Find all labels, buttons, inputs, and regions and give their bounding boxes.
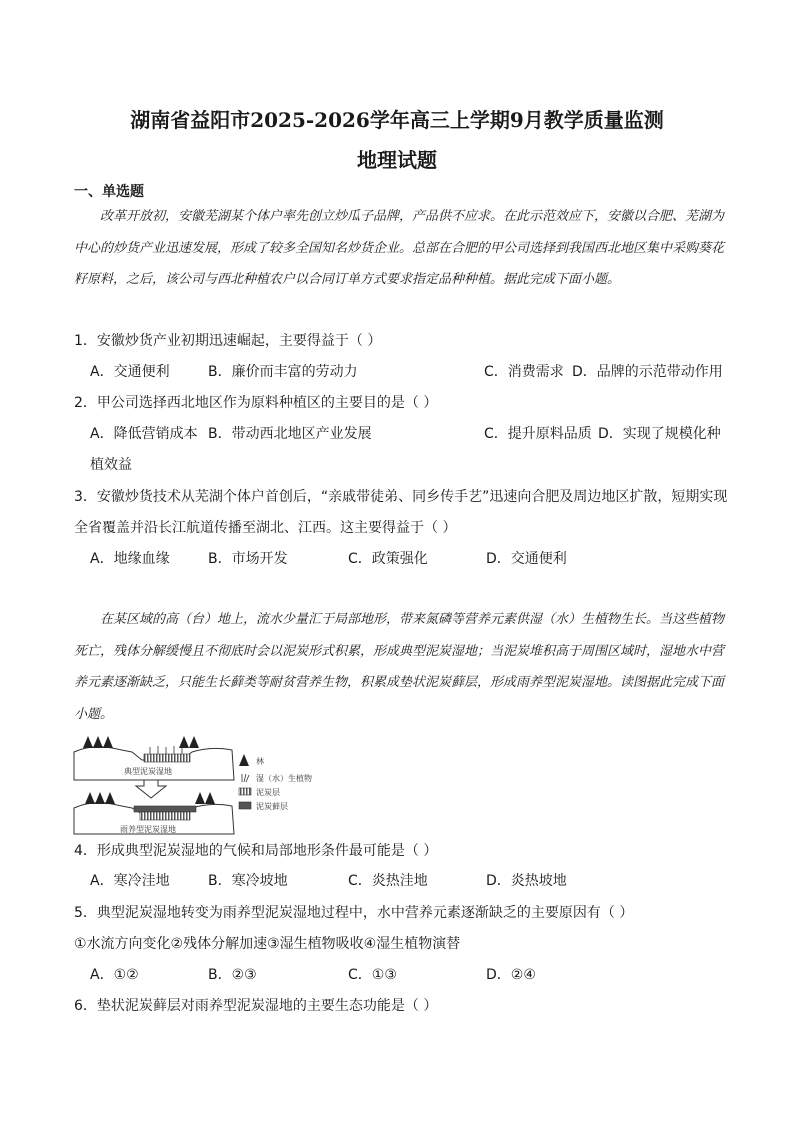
peat-moss-legend-icon bbox=[239, 802, 251, 809]
reading-passage-1: 改革开放初，安徽芜湖某个体户率先创立炒瓜子品牌，产品供不应求。在此示范效应下，安徽以合肥、芜湖为中心的炒货产业迅速发展，形成了较多全国知名炒货企业。总部在合肥的甲公司选择到我国西北地区集中采购葵花籽原料，之后，该公司与西北种植农户以合同订单方式要求指定品种种植。据此完成下面小题。 bbox=[74, 209, 725, 287]
page-subtitle: 地理试题 bbox=[357, 148, 437, 172]
question-3-option-d: D．交通便利 bbox=[486, 551, 567, 567]
peat-moss-layer bbox=[134, 806, 196, 812]
peat-wetland-diagram bbox=[72, 730, 362, 838]
rainfed-wetland-label: 雨养型泥炭湿地 bbox=[120, 825, 176, 834]
rainfed-peat-wetland-panel bbox=[74, 792, 234, 834]
question-3-option-a: A．地缘血缘 bbox=[90, 551, 170, 567]
question-2-option-d-continued: 植效益 bbox=[90, 457, 132, 473]
question-1-stem: 1．安徽炒货产业初期迅速崛起，主要得益于（ ） bbox=[74, 333, 382, 349]
legend-wet-plant: 湿（水）生植物 bbox=[256, 774, 312, 783]
section-heading: 一、单选题 bbox=[74, 184, 144, 200]
question-2-stem: 2．甲公司选择西北地区作为原料种植区的主要目的是（ ） bbox=[74, 395, 438, 411]
question-6-stem: 6．垫状泥炭藓层对雨养型泥炭湿地的主要生态功能是（ ） bbox=[74, 998, 438, 1014]
transition-arrow-icon bbox=[136, 780, 166, 798]
question-2-option-b: B．带动西北地区产业发展 bbox=[208, 426, 372, 442]
typical-peat-wetland-panel bbox=[74, 736, 234, 780]
peat-wetland-figure bbox=[72, 730, 362, 838]
peat-layer bbox=[144, 754, 190, 762]
legend-peat-moss-layer: 泥炭藓层 bbox=[256, 802, 288, 811]
question-5-option-c: C．①③ bbox=[348, 967, 397, 983]
forest-legend-icon bbox=[239, 754, 249, 766]
question-2-option-a: A．降低营销成本 bbox=[90, 426, 198, 442]
question-5-option-b: B．②③ bbox=[208, 967, 257, 983]
legend-forest: 林 bbox=[256, 757, 264, 766]
peat-layer-legend-icon bbox=[239, 788, 251, 795]
question-5-option-d: D．②④ bbox=[486, 967, 536, 983]
question-3-option-c: C．政策强化 bbox=[348, 551, 428, 567]
legend-peat-layer: 泥炭层 bbox=[256, 788, 280, 797]
question-4-option-b: B．寒冷坡地 bbox=[208, 873, 288, 889]
question-3-option-b: B．市场开发 bbox=[208, 551, 288, 567]
question-1-option-a: A．交通便利 bbox=[90, 364, 170, 380]
wet-plant-legend-icon bbox=[242, 774, 249, 782]
question-4-option-a: A．寒冷洼地 bbox=[90, 873, 170, 889]
question-1-option-c: C．消费需求 bbox=[484, 364, 564, 380]
question-1-option-b: B．廉价而丰富的劳动力 bbox=[208, 364, 358, 380]
question-5-stem: 5．典型泥炭湿地转变为雨养型泥炭湿地过程中，水中营养元素逐渐缺乏的主要原因有（ ） bbox=[74, 905, 634, 921]
reading-passage-2: 在某区域的高（台）地上，流水少量汇于局部地形，带来氮磷等营养元素供湿（水）生植物生长。当这些植物死亡，残体分解缓慢且不彻底时会以泥炭形式积累，形成典型泥炭湿地；当泥炭堆积高于周围区域时，湿地水中营养元素逐渐缺乏，只能生长藓类等耐贫营养生物，积累成垫状泥炭藓层，形成雨养型泥炭湿地。读图据此完成下面小题。 bbox=[74, 612, 725, 722]
wet-plant-icon bbox=[150, 746, 182, 754]
question-1-option-d: D．品牌的示范带动作用 bbox=[572, 364, 723, 380]
forest-icon bbox=[83, 736, 199, 748]
question-2-option-c: C．提升原料品质 bbox=[484, 426, 592, 442]
question-5-statements: ①水流方向变化②残体分解加速③湿生植物吸收④湿生植物演替 bbox=[74, 936, 461, 952]
question-4-option-d: D．炎热坡地 bbox=[486, 873, 567, 889]
question-5-option-a: A．①② bbox=[90, 967, 139, 983]
question-4-stem: 4．形成典型泥炭湿地的气候和局部地形条件最可能是（ ） bbox=[74, 843, 438, 859]
question-4-option-c: C．炎热洼地 bbox=[348, 873, 428, 889]
typical-wetland-label: 典型泥炭湿地 bbox=[124, 767, 172, 776]
page-title: 湖南省益阳市2025-2026学年高三上学期9月教学质量监测 bbox=[130, 108, 664, 132]
question-3-stem: 3．安徽炒货技术从芜湖个体户首创后，“亲戚带徒弟、同乡传手艺”迅速向合肥及周边地区扩散，短期实现全省覆盖并沿长江航道传播至湖北、江西。这主要得益于（ ） bbox=[74, 489, 728, 536]
figure-legend bbox=[239, 754, 312, 811]
question-2-option-d: D．实现了规模化种 bbox=[598, 426, 721, 442]
peat-layer bbox=[140, 812, 190, 820]
